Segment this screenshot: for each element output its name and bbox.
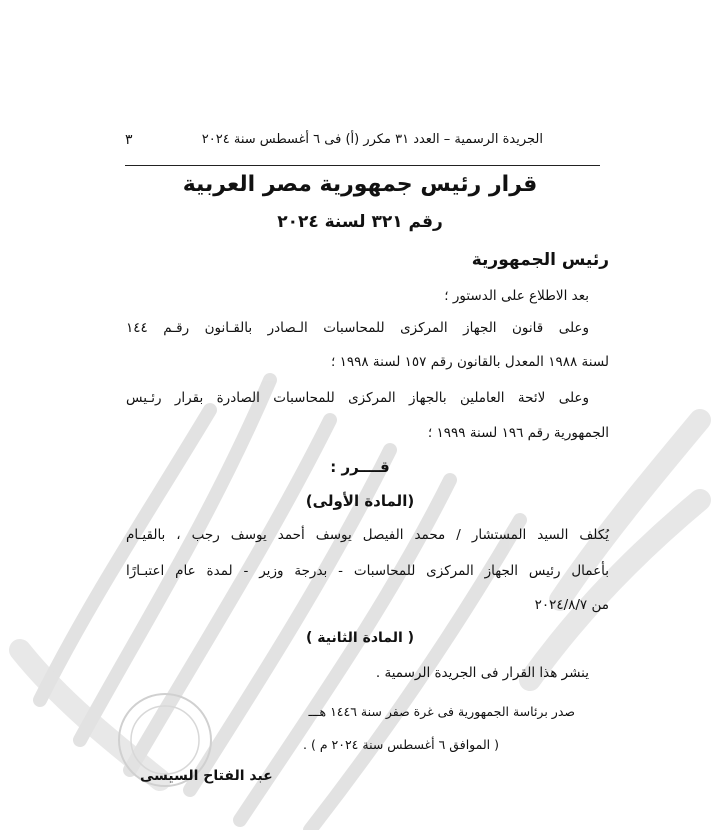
article-2-heading: ( المادة الثانية ) xyxy=(305,630,415,646)
preamble-line-2: وعلى قانون الجهاز المركزى للمحاسبات الـصادر بالقـانون رقـم ١٤٤ xyxy=(126,320,589,336)
preamble-line-5: الجمهورية رقم ١٩٦ لسنة ١٩٩٩ ؛ xyxy=(427,425,609,441)
preamble-line-1: بعد الاطلاع على الدستور ؛ xyxy=(444,288,589,304)
president-heading: رئيس الجمهورية xyxy=(471,250,609,270)
header-divider xyxy=(125,165,600,166)
gazette-header-title: الجريدة الرسمية – العدد ٣١ مكرر (أ) فى ٦ أغسطس سنة ٢٠٢٤ xyxy=(201,132,543,147)
article-1-line-1: يُكلف السيد المستشار / محمد الفيصل يوسف أحمد يوسف رجب ، بالقيـام xyxy=(126,527,609,543)
issuance-line-1: صدر برئاسة الجمهورية فى غرة صفر سنة ١٤٤٦ هـــ xyxy=(308,704,575,719)
article-1-line-2: بأعمال رئيس الجهاز المركزى للمحاسبات - بدرجة وزير - لمدة عام اعتبـارًا xyxy=(126,563,609,579)
decree-number: رقم ٣٢١ لسنة ٢٠٢٤ xyxy=(277,212,443,232)
signature-name: عبد الفتاح السيسى xyxy=(140,768,273,784)
decided-heading: قــــرر : xyxy=(330,458,390,476)
article-1-line-3: من ٢٠٢٤/٨/٧ xyxy=(534,597,609,613)
decree-title: قرار رئيس جمهورية مصر العربية xyxy=(182,172,538,197)
preamble-line-3: لسنة ١٩٨٨ المعدل بالقانون رقم ١٥٧ لسنة ١٩٩٨ ؛ xyxy=(331,354,609,370)
article-2-line-1: ينشر هذا القرار فى الجريدة الرسمية . xyxy=(375,665,589,681)
issuance-line-2: ( الموافق ٦ أغسطس سنة ٢٠٢٤ م ) . xyxy=(303,737,499,752)
preamble-line-4: وعلى لائحة العاملين بالجهاز المركزى للمحاسبات الصادرة بقرار رئـيس xyxy=(126,390,589,406)
article-1-heading: (المادة الأولى) xyxy=(305,492,415,510)
page-number: ٣ xyxy=(125,132,133,148)
